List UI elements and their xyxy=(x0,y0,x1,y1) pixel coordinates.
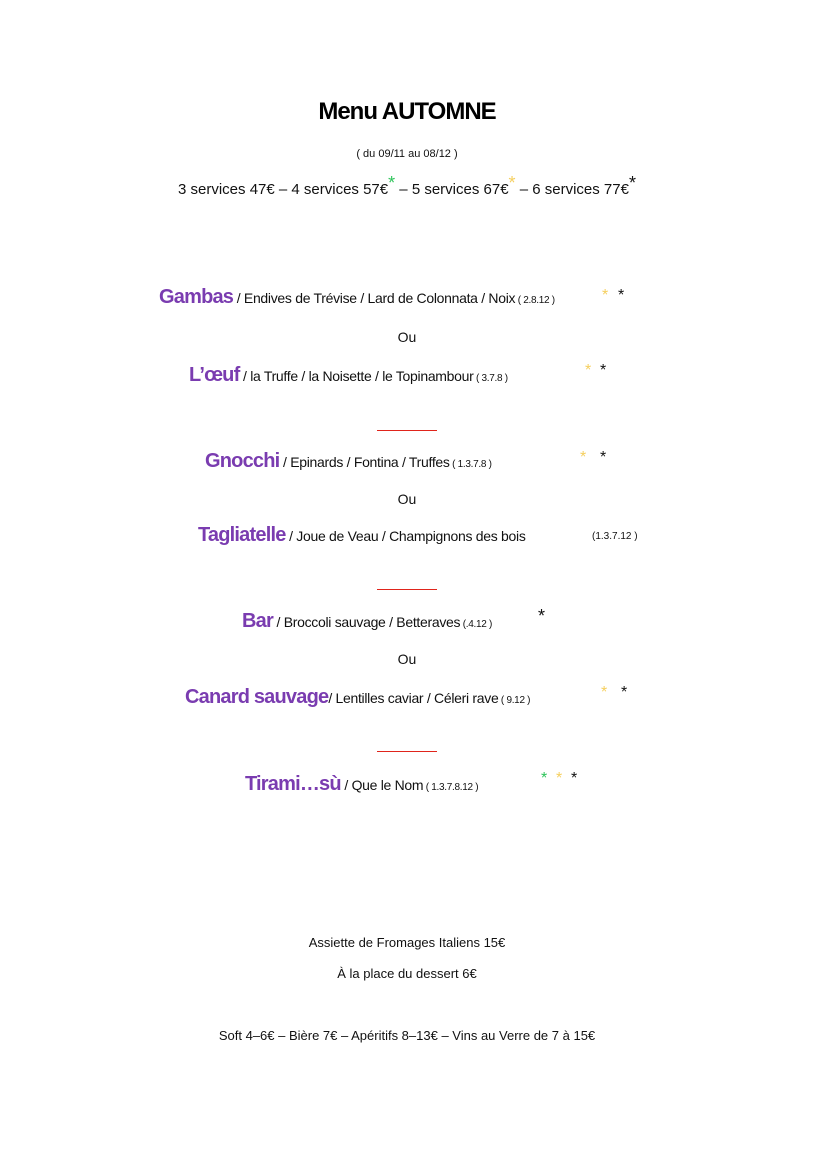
black-star-icon: * xyxy=(600,362,607,379)
yellow-star-icon: * xyxy=(601,684,608,701)
black-star-icon: * xyxy=(621,684,628,701)
course-item xyxy=(185,686,530,709)
cheese-alternative: À la place du dessert 6€ xyxy=(337,966,477,981)
or-separator: Ou xyxy=(397,491,417,507)
course-divider xyxy=(377,589,437,590)
price-text: – 5 services 67€ xyxy=(395,181,509,198)
course-item xyxy=(198,524,526,547)
course-divider xyxy=(377,751,437,752)
dish-description: / Que le Nom xyxy=(340,777,424,793)
price-text: – 6 services 77€ xyxy=(515,181,629,198)
course-item xyxy=(242,610,492,633)
drinks-line: Soft 4–6€ – Bière 7€ – Apéritifs 8–13€ – Vins au Verre de 7 à 15€ xyxy=(218,1028,596,1043)
black-star-icon: * xyxy=(628,173,636,193)
or-separator: Ou xyxy=(397,651,417,667)
yellow-star-icon: * xyxy=(585,362,592,379)
dish-name: Gnocchi xyxy=(205,450,280,472)
course-item xyxy=(189,364,508,387)
black-star-icon: * xyxy=(618,287,625,304)
allergen-codes: ( 1.3.7.8.12 ) xyxy=(423,782,479,793)
course-item xyxy=(159,286,555,309)
dish-description: / Broccoli sauvage / Betteraves xyxy=(272,614,461,630)
yellow-star-icon: * xyxy=(556,770,563,787)
black-star-icon: * xyxy=(538,606,546,626)
or-separator: Ou xyxy=(397,329,417,345)
allergen-codes: ( 9.12 ) xyxy=(498,695,531,706)
allergen-codes: ( 1.3.7.8 ) xyxy=(449,459,492,470)
yellow-star-icon: * xyxy=(602,287,609,304)
dish-name: Gambas xyxy=(159,286,234,308)
dish-description: / Lentilles caviar / Céleri rave xyxy=(328,690,499,706)
price-text: 3 services 47€ – 4 services 57€ xyxy=(178,181,389,198)
dish-description: / Epinards / Fontina / Truffes xyxy=(279,454,450,470)
allergen-codes: (.4.12 ) xyxy=(460,619,492,630)
course-item xyxy=(245,773,478,796)
yellow-star-icon: * xyxy=(580,449,587,466)
green-star-icon: * xyxy=(388,173,396,193)
black-star-icon: * xyxy=(600,449,607,466)
menu-title: Menu AUTOMNE xyxy=(318,98,496,125)
allergen-codes: (1.3.7.12 ) xyxy=(592,531,638,542)
cheese-plate: Assiette de Fromages Italiens 15€ xyxy=(308,935,506,950)
dish-description: / la Truffe / la Noisette / le Topinambour xyxy=(239,368,474,384)
dish-name: Canard sauvage xyxy=(185,686,329,708)
dish-name: L’œuf xyxy=(189,364,240,386)
menu-dates: ( du 09/11 au 08/12 ) xyxy=(356,148,458,160)
dish-name: Tirami…sù xyxy=(245,773,341,795)
course-divider xyxy=(377,430,437,431)
allergen-codes: ( 2.8.12 ) xyxy=(515,295,555,306)
black-star-icon: * xyxy=(571,770,578,787)
dish-name: Bar xyxy=(242,610,273,632)
course-item xyxy=(205,450,492,473)
dish-description: / Joue de Veau / Champignons des bois xyxy=(285,528,526,544)
yellow-star-icon: * xyxy=(508,173,516,193)
green-star-icon: * xyxy=(541,770,548,787)
allergen-codes: ( 3.7.8 ) xyxy=(473,373,508,384)
dish-name: Tagliatelle xyxy=(198,524,286,546)
price-options xyxy=(0,173,814,199)
dish-description: / Endives de Trévise / Lard de Colonnata / Noix xyxy=(233,290,516,306)
